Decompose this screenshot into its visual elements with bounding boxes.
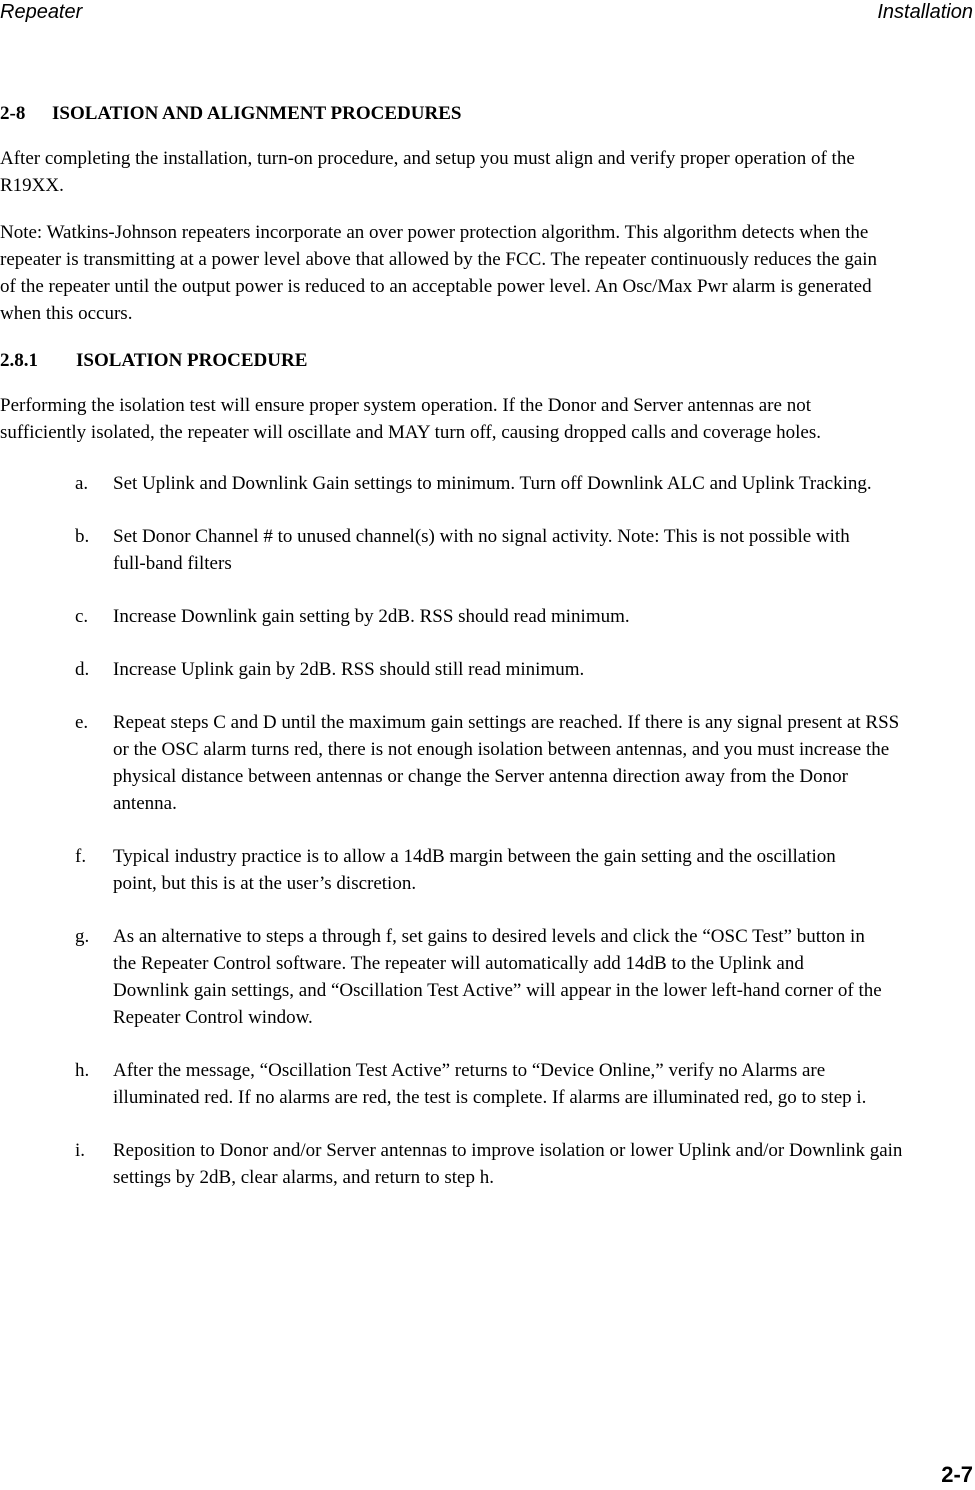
step-text: Repeat steps C and D until the maximum gain settings are reached. If there is any signal present at RSS or the OSC alarm turns red, there is not enough isolation between antennas, and you must increase the physical distance between antennas or change the Server antenna direction away from the Donor antenna. xyxy=(113,712,900,814)
step-marker: i. xyxy=(75,1140,86,1161)
step-text: After the message, “Oscillation Test Active” returns to “Device Online,” verify no Alarms are illuminated red. If no alarms are red, the test is complete. If alarms are illuminated red, go to step i. xyxy=(113,1060,867,1108)
procedure-step xyxy=(0,923,930,1031)
step-marker: c. xyxy=(75,606,89,627)
step-marker: g. xyxy=(75,926,90,947)
procedure-step xyxy=(0,843,930,897)
step-marker: a. xyxy=(75,473,89,494)
procedure-step xyxy=(0,1057,930,1111)
procedure-steps xyxy=(0,470,930,1191)
section-note-paragraph: Note: Watkins-Johnson repeaters incorporate an over power protection algorithm. This algorithm detects when the repeater is transmitting at a power level above that allowed by the FCC. The repeater continuously reduces the gain of the repeater until the output power is reduced to an acceptable power level. An Osc/Max Pwr alarm is generated when this occurs. xyxy=(0,222,878,324)
subsection-number: 2.8.1 xyxy=(0,350,38,371)
section-number: 2-8 xyxy=(0,103,26,124)
step-marker: e. xyxy=(75,712,89,733)
procedure-step xyxy=(0,709,930,817)
step-marker: h. xyxy=(75,1060,90,1081)
section-heading xyxy=(0,100,930,127)
subsection-title: ISOLATION PROCEDURE xyxy=(76,350,308,371)
step-text: Set Uplink and Downlink Gain settings to minimum. Turn off Downlink ALC and Uplink Tracking. xyxy=(113,473,872,494)
page-content xyxy=(0,100,930,1217)
section-title: ISOLATION AND ALIGNMENT PROCEDURES xyxy=(52,103,462,124)
procedure-step xyxy=(0,1137,930,1191)
step-text: As an alternative to steps a through f, set gains to desired levels and click the “OSC Test” button in the Repeater Control software. The repeater will automatically add 14dB to the Uplink and Downlink gain settings, and “Oscillation Test Active” will appear in the lower left-hand corner of the Repeater Control window. xyxy=(113,926,882,1028)
procedure-step xyxy=(0,523,930,577)
procedure-step xyxy=(0,656,930,683)
step-text: Increase Downlink gain setting by 2dB. RSS should read minimum. xyxy=(113,606,630,627)
step-marker: f. xyxy=(75,846,87,867)
procedure-step xyxy=(0,603,930,630)
header-right-title: Installation xyxy=(877,1,973,23)
procedure-step xyxy=(0,470,930,497)
step-text: Typical industry practice is to allow a 14dB margin between the gain setting and the oscillation point, but this is at the user’s discretion. xyxy=(113,846,836,894)
header-left-title: Repeater xyxy=(0,1,83,23)
subsection-heading xyxy=(0,347,930,374)
step-marker: d. xyxy=(75,659,90,680)
subsection-intro: Performing the isolation test will ensure proper system operation. If the Donor and Server antennas are not sufficiently isolated, the repeater will oscillate and MAY turn off, causing dropped calls and coverage holes. xyxy=(0,395,821,443)
section-paragraph: After completing the installation, turn-on procedure, and setup you must align and verify proper operation of the R19XX. xyxy=(0,148,855,196)
page-number: 2-7 xyxy=(941,1462,973,1487)
step-text: Reposition to Donor and/or Server antennas to improve isolation or lower Uplink and/or Downlink gain settings by 2dB, clear alarms, and return to step h. xyxy=(113,1140,903,1188)
step-text: Set Donor Channel # to unused channel(s) with no signal activity. Note: This is not possible with full-band filters xyxy=(113,526,850,574)
running-header xyxy=(0,0,975,26)
step-marker: b. xyxy=(75,526,90,547)
step-text: Increase Uplink gain by 2dB. RSS should still read minimum. xyxy=(113,659,585,680)
